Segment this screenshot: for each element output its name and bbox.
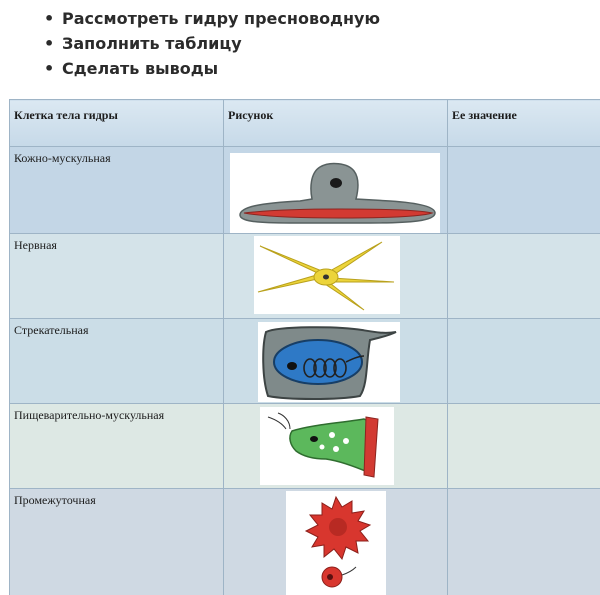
task-text: Заполнить таблицу (62, 34, 242, 53)
table-header-row (10, 100, 600, 147)
hydra-cells-table (9, 99, 600, 595)
drawing-cell (224, 234, 448, 319)
table-row (10, 234, 600, 319)
bullet-glyph: • (44, 9, 55, 28)
header-drawing: Рисунок (224, 100, 448, 147)
cell-type-name: Кожно-мускульная (10, 147, 224, 234)
cell-type-name: Стрекательная (10, 319, 224, 404)
task-text: Сделать выводы (62, 59, 219, 78)
drawing-cell (224, 319, 448, 404)
table-row (10, 404, 600, 489)
significance-cell (448, 319, 600, 404)
cell-type-name: Пищеварительно-мускульная (10, 404, 224, 489)
task-item (44, 6, 380, 31)
task-list (44, 6, 380, 81)
bullet-glyph: • (44, 34, 55, 53)
bullet-glyph: • (44, 59, 55, 78)
digestive-muscle-cell-icon (260, 407, 394, 485)
task-text: Рассмотреть гидру пресноводную (62, 9, 381, 28)
header-cell-type: Клетка тела гидры (10, 100, 224, 147)
header-significance: Ее значение (448, 100, 600, 147)
drawing-cell (224, 404, 448, 489)
epithelial-muscle-cell-icon (230, 153, 440, 233)
cell-type-name: Промежуточная (10, 489, 224, 595)
significance-cell (448, 234, 600, 319)
drawing-cell (224, 147, 448, 234)
task-item (44, 31, 380, 56)
drawing-cell (224, 489, 448, 595)
significance-cell (448, 489, 600, 595)
interstitial-cell-icon (286, 491, 386, 595)
table-row (10, 489, 600, 595)
nerve-cell-icon (254, 236, 400, 314)
stinging-cell-icon (258, 322, 400, 402)
hydra-cells-table-wrapper (9, 99, 600, 595)
significance-cell (448, 147, 600, 234)
table-row (10, 319, 600, 404)
task-item (44, 56, 380, 81)
table-row (10, 147, 600, 234)
significance-cell (448, 404, 600, 489)
cell-type-name: Нервная (10, 234, 224, 319)
